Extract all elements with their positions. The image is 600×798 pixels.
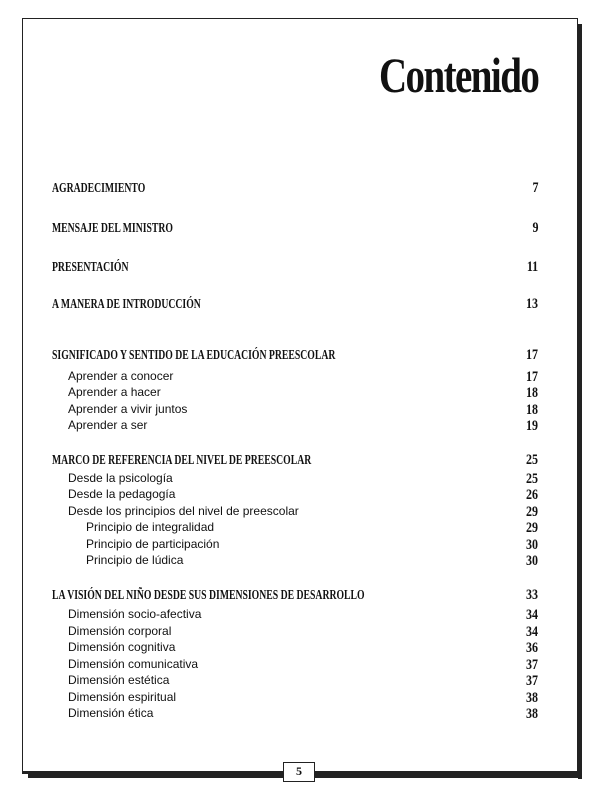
toc-page-number: 11 xyxy=(526,259,538,275)
toc-page-number: 25 xyxy=(526,452,538,468)
toc-label: Dimensión espiritual xyxy=(68,690,177,704)
toc-page-number: 19 xyxy=(526,418,538,434)
toc-page-number: 18 xyxy=(526,402,538,418)
toc-label: Principio de integralidad xyxy=(86,520,215,534)
toc-page-number: 13 xyxy=(526,296,538,312)
toc-label: AGRADECIMIENTO xyxy=(52,180,146,195)
toc-label: Dimensión ética xyxy=(68,706,154,720)
toc-label: Principio de participación xyxy=(86,537,220,551)
toc-section xyxy=(52,452,538,470)
toc-page-number: 17 xyxy=(526,347,538,363)
toc-label: MARCO DE REFERENCIA DEL NIVEL DE PREESCOLAR xyxy=(52,452,312,467)
toc-page-number: 29 xyxy=(526,520,538,536)
toc-entry xyxy=(52,487,538,505)
toc-label: Dimensión comunicativa xyxy=(68,657,199,671)
toc-label: SIGNIFICADO Y SENTIDO DE LA EDUCACIÓN PREESCOLAR xyxy=(52,347,336,362)
toc-entry xyxy=(52,418,538,436)
toc-label: Aprender a conocer xyxy=(68,369,174,383)
toc-page-number: 30 xyxy=(526,537,538,553)
page-number: 5 xyxy=(283,762,315,782)
toc-section xyxy=(52,220,538,238)
toc-entry xyxy=(52,607,538,625)
toc-label: Principio de lúdica xyxy=(86,553,184,567)
toc-page-number: 30 xyxy=(526,553,538,569)
toc-page-number: 33 xyxy=(526,587,538,603)
toc-label: Dimensión estética xyxy=(68,673,170,687)
toc-section xyxy=(52,180,538,198)
toc-page-number: 37 xyxy=(526,673,538,689)
toc-section xyxy=(52,296,538,314)
toc-entry xyxy=(52,640,538,658)
toc-page-number: 38 xyxy=(526,706,538,722)
toc-label: Aprender a ser xyxy=(68,418,148,432)
toc-page-number: 25 xyxy=(526,471,538,487)
toc-entry xyxy=(52,553,538,571)
toc-section xyxy=(52,259,538,277)
toc-label: Aprender a hacer xyxy=(68,385,161,399)
toc-label: PRESENTACIÓN xyxy=(52,259,129,274)
toc-page-number: 7 xyxy=(532,180,538,196)
toc-page-number: 38 xyxy=(526,690,538,706)
toc-entry xyxy=(52,520,538,538)
toc-entry xyxy=(52,385,538,403)
toc-page-number: 18 xyxy=(526,385,538,401)
toc-label: Dimensión socio-afectiva xyxy=(68,607,202,621)
toc-label: Dimensión cognitiva xyxy=(68,640,176,654)
toc-label: MENSAJE DEL MINISTRO xyxy=(52,220,173,235)
toc-section xyxy=(52,587,538,605)
toc-section xyxy=(52,347,538,365)
toc-entry xyxy=(52,673,538,691)
toc-page-number: 34 xyxy=(526,607,538,623)
toc-page-number: 26 xyxy=(526,487,538,503)
toc-label: Desde la psicología xyxy=(68,471,173,485)
toc-page-number: 36 xyxy=(526,640,538,656)
toc-page-number: 17 xyxy=(526,369,538,385)
page-title: Contenido xyxy=(378,47,538,103)
toc-entry xyxy=(52,706,538,724)
frame-shadow-right xyxy=(578,24,582,779)
toc-label: Aprender a vivir juntos xyxy=(68,402,188,416)
toc-page-number: 34 xyxy=(526,624,538,640)
toc-label: Desde la pedagogía xyxy=(68,487,176,501)
toc-page-number: 29 xyxy=(526,504,538,520)
toc-page-number: 9 xyxy=(532,220,538,236)
toc-label: A MANERA DE INTRODUCCIÓN xyxy=(52,296,201,311)
toc-label: LA VISIÓN DEL NIÑO DESDE SUS DIMENSIONES DE DESARROLLO xyxy=(52,587,365,602)
toc-label: Dimensión corporal xyxy=(68,624,172,638)
toc-page-number: 37 xyxy=(526,657,538,673)
toc-label: Desde los principios del nivel de preescolar xyxy=(68,504,299,518)
